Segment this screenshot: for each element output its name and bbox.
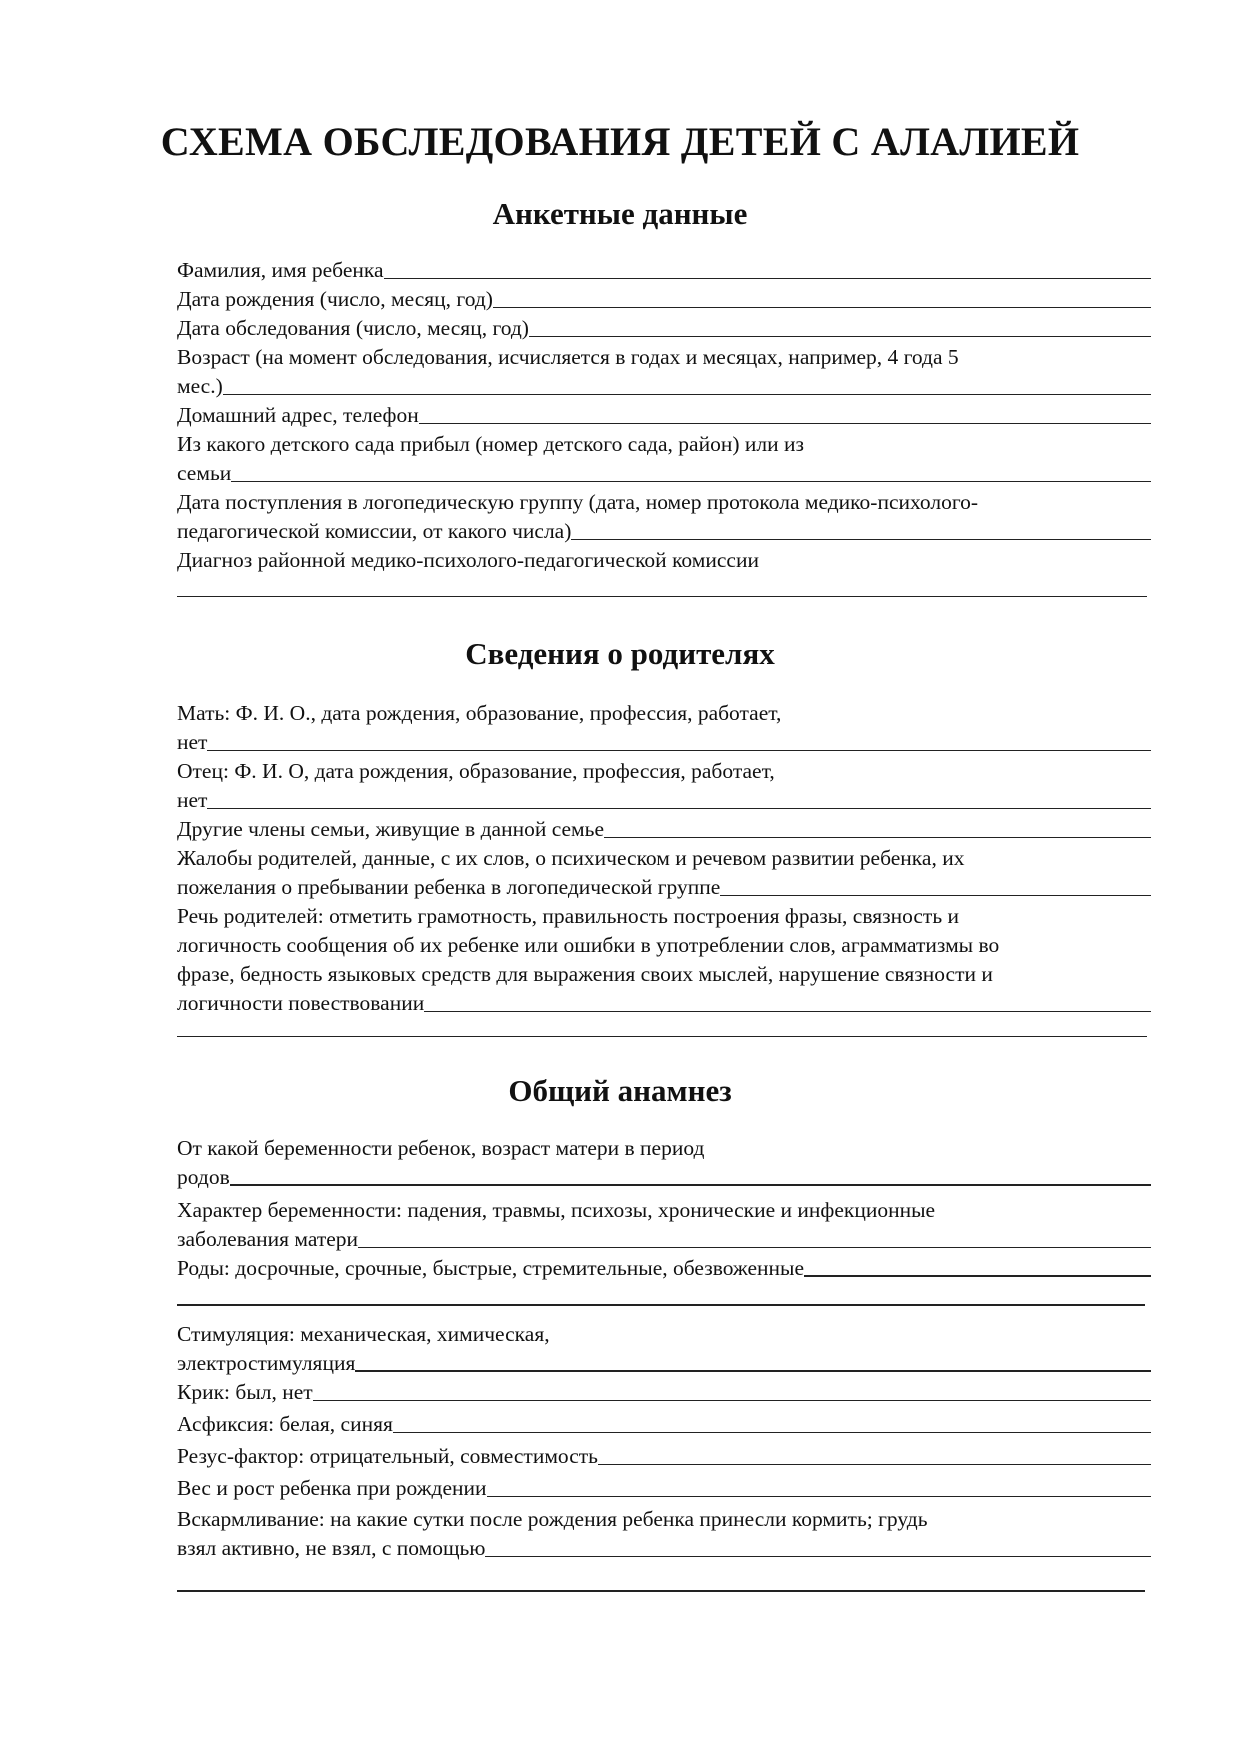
field-label: взял активно, не взял, с помощью bbox=[177, 1536, 486, 1560]
fill-line[interactable] bbox=[358, 1241, 1151, 1248]
fill-line[interactable] bbox=[355, 1364, 1151, 1372]
field-pregnancy-label: От какой беременности ребенок, возраст матери в период bbox=[177, 1136, 705, 1160]
fill-line[interactable] bbox=[393, 1426, 1151, 1433]
section-heading-anamnesis: Общий анамнез bbox=[508, 1073, 732, 1108]
fill-line[interactable] bbox=[604, 831, 1151, 838]
field-label: мес.) bbox=[177, 374, 223, 398]
field-label: Другие члены семьи, живущие в данной семье bbox=[177, 817, 605, 841]
field-label: Домашний адрес, телефон bbox=[177, 403, 419, 427]
field-diagnosis-label: Диагноз районной медико-психолого-педагогической комиссии bbox=[177, 548, 759, 572]
field-father-label: Отец: Ф. И. О, дата рождения, образование, профессия, работает, bbox=[177, 759, 775, 783]
fill-line[interactable] bbox=[313, 1394, 1151, 1401]
field-label: Резус-фактор: отрицательный, совместимость bbox=[177, 1444, 598, 1468]
field-parent-speech-label-2: логичность сообщения об их ребенке или ошибки в употреблении слов, аграмматизмы во bbox=[177, 933, 1000, 957]
field-rhesus[interactable] bbox=[177, 1442, 1151, 1471]
fill-line[interactable] bbox=[230, 1178, 1151, 1186]
field-pregnancy-character[interactable] bbox=[177, 1225, 1151, 1254]
fill-line[interactable] bbox=[424, 1005, 1151, 1012]
field-mother[interactable] bbox=[177, 728, 1151, 757]
fill-line[interactable] bbox=[419, 417, 1151, 424]
field-origin-label: Из какого детского сада прибыл (номер детского сада, район) или из bbox=[177, 432, 804, 456]
fill-line[interactable] bbox=[384, 272, 1151, 279]
fill-line[interactable] bbox=[598, 1458, 1151, 1465]
field-father[interactable] bbox=[177, 786, 1151, 815]
fill-line[interactable] bbox=[529, 330, 1151, 337]
field-label: пожелания о пребывании ребенка в логопедической группе bbox=[177, 875, 721, 899]
field-cry[interactable] bbox=[177, 1378, 1151, 1407]
field-address[interactable] bbox=[177, 401, 1151, 430]
field-child-name[interactable] bbox=[177, 256, 1151, 285]
field-admission[interactable] bbox=[177, 517, 1151, 546]
field-label: семьи bbox=[177, 461, 232, 485]
field-age-label: Возраст (на момент обследования, исчисляется в годах и месяцах, например, 4 года 5 bbox=[177, 345, 959, 369]
field-label: Дата обследования (число, месяц, год) bbox=[177, 316, 529, 340]
fill-line[interactable] bbox=[720, 889, 1151, 896]
fill-line-parent-speech[interactable] bbox=[177, 1036, 1147, 1037]
fill-line[interactable] bbox=[804, 1269, 1151, 1277]
field-birth-type[interactable] bbox=[177, 1254, 1151, 1283]
field-complaints[interactable] bbox=[177, 873, 1151, 902]
fill-line[interactable] bbox=[571, 533, 1151, 540]
section-heading-anketa: Анкетные данные bbox=[492, 196, 748, 231]
field-label: заболевания матери bbox=[177, 1227, 359, 1251]
field-weight-height[interactable] bbox=[177, 1474, 1151, 1503]
field-label: Дата рождения (число, месяц, год) bbox=[177, 287, 493, 311]
field-admission-label: Дата поступления в логопедическую группу (дата, номер протокола медико-психолого- bbox=[177, 490, 979, 514]
document-title: СХЕМА ОБСЛЕДОВАНИЯ ДЕТЕЙ С АЛАЛИЕЙ bbox=[160, 119, 1080, 164]
field-pregnancy[interactable] bbox=[177, 1163, 1151, 1192]
field-label: нет bbox=[177, 788, 208, 812]
field-label: Вес и рост ребенка при рождении bbox=[177, 1476, 487, 1500]
fill-line-feeding[interactable] bbox=[177, 1590, 1145, 1592]
field-asphyxia[interactable] bbox=[177, 1410, 1151, 1439]
field-pregnancy-character-label: Характер беременности: падения, травмы, психозы, хронические и инфекционные bbox=[177, 1198, 936, 1222]
fill-line[interactable] bbox=[207, 744, 1151, 751]
field-label: нет bbox=[177, 730, 208, 754]
fill-line-birth-type[interactable] bbox=[177, 1304, 1145, 1306]
field-stimulation-label: Стимуляция: механическая, химическая, bbox=[177, 1322, 550, 1346]
field-origin[interactable] bbox=[177, 459, 1151, 488]
field-parent-speech-label-3: фразе, бедность языковых средств для выражения своих мыслей, нарушение связности и bbox=[177, 962, 993, 986]
field-birth-date[interactable] bbox=[177, 285, 1151, 314]
field-family-members[interactable] bbox=[177, 815, 1151, 844]
field-label: логичности повествовании bbox=[177, 991, 425, 1015]
field-stimulation[interactable] bbox=[177, 1349, 1151, 1378]
fill-line[interactable] bbox=[223, 388, 1151, 395]
field-label: педагогической комиссии, от какого числа) bbox=[177, 519, 572, 543]
fill-line[interactable] bbox=[207, 802, 1151, 809]
fill-line[interactable] bbox=[485, 1550, 1151, 1557]
field-label: Роды: досрочные, срочные, быстрые, стремительные, обезвоженные bbox=[177, 1256, 805, 1280]
field-label: Асфиксия: белая, синяя bbox=[177, 1412, 393, 1436]
field-feeding-label: Вскармливание: на какие сутки после рождения ребенка принесли кормить; грудь bbox=[177, 1507, 928, 1531]
field-parent-speech-label-1: Речь родителей: отметить грамотность, правильность построения фразы, связность и bbox=[177, 904, 960, 928]
field-feeding[interactable] bbox=[177, 1534, 1151, 1563]
field-label: родов bbox=[177, 1165, 230, 1189]
fill-line-diagnosis[interactable] bbox=[177, 596, 1147, 597]
field-age[interactable] bbox=[177, 372, 1151, 401]
fill-line[interactable] bbox=[231, 475, 1151, 482]
field-label: электростимуляция bbox=[177, 1351, 356, 1375]
section-heading-parents: Сведения о родителях bbox=[465, 636, 775, 671]
fill-line[interactable] bbox=[493, 301, 1151, 308]
field-mother-label: Мать: Ф. И. О., дата рождения, образование, профессия, работает, bbox=[177, 701, 782, 725]
field-label: Крик: был, нет bbox=[177, 1380, 313, 1404]
field-exam-date[interactable] bbox=[177, 314, 1151, 343]
fill-line[interactable] bbox=[487, 1490, 1151, 1497]
field-label: Фамилия, имя ребенка bbox=[177, 258, 384, 282]
field-complaints-label: Жалобы родителей, данные, с их слов, о психическом и речевом развитии ребенка, их bbox=[177, 846, 965, 870]
field-parent-speech[interactable] bbox=[177, 989, 1151, 1018]
